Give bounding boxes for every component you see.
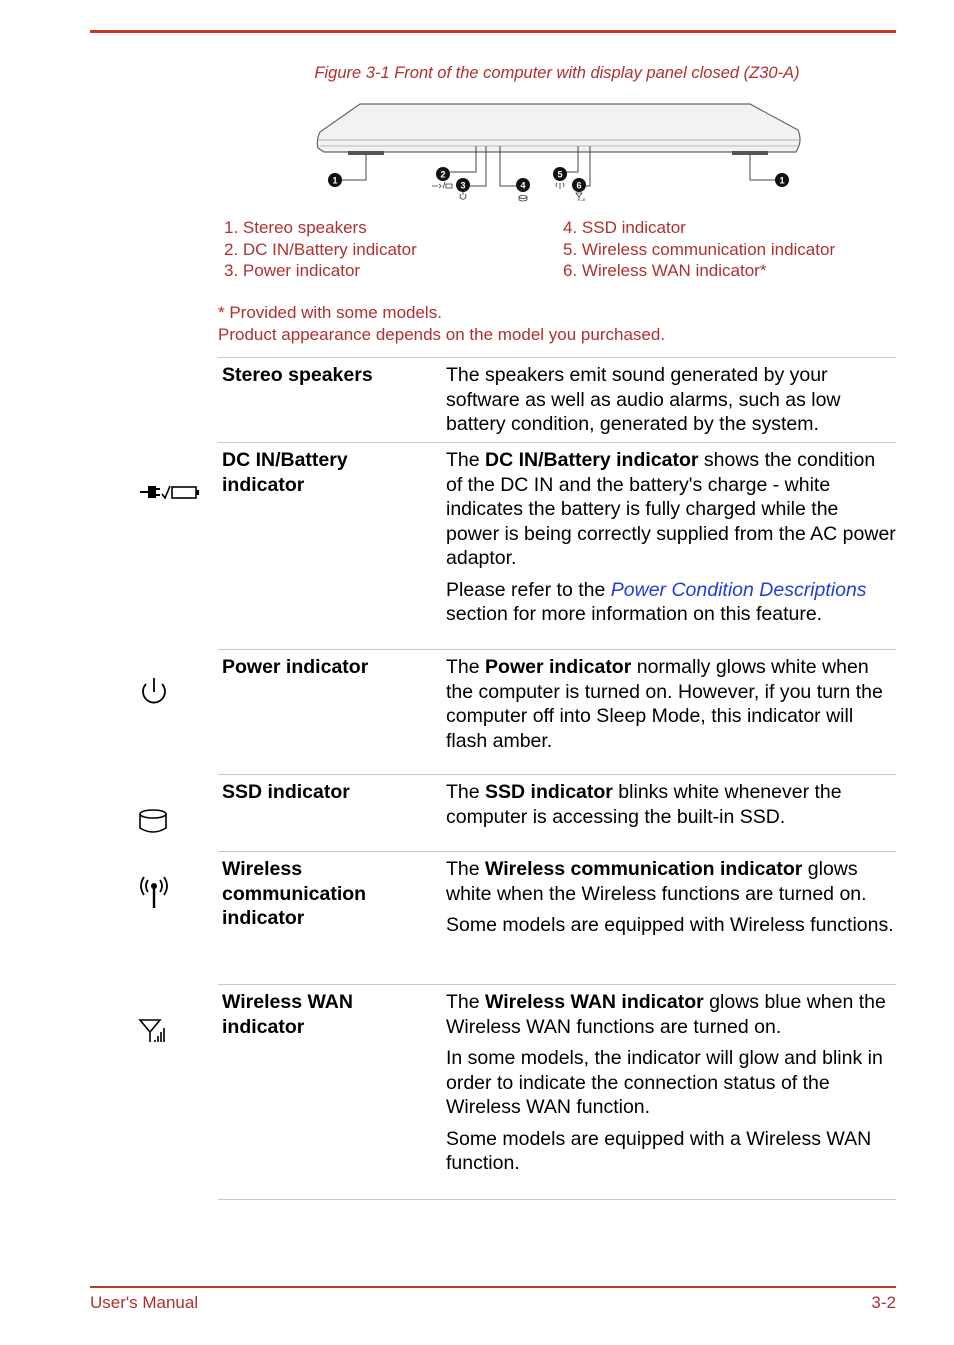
bold-term: SSD indicator [485,781,613,803]
dc-in-battery-icon [138,473,202,513]
row-paragraph [446,780,896,829]
legend-item: 2. DC IN/Battery indicator [224,239,417,259]
text-span: glows white when the Wireless functions are turned on. [446,858,867,905]
footer-title: User's Manual [90,1293,199,1312]
row-description [446,363,896,444]
legend-item: 1. Stereo speakers [224,218,367,237]
row-term: DC IN/Battery indicator [222,449,348,496]
text-span: The [446,781,486,803]
text-span: The [446,991,486,1013]
callout-label: 1 [332,175,338,186]
mini-dc-icon [432,182,452,188]
text-span: section for more information on this feature. [446,603,823,625]
bold-term: Wireless WAN indicator [485,991,704,1013]
mini-wireless-icon [556,183,564,189]
text-span: The [446,449,486,471]
power-icon [138,674,202,714]
legend-item: 6. Wireless WAN indicator* [563,261,767,280]
text-span: Please refer to the [446,578,611,601]
figure-notes [218,302,665,346]
bold-term: Power indicator [485,656,632,678]
legend-left [224,217,417,282]
mini-ssd-icon [519,196,527,199]
wireless-wan-icon [138,1013,202,1053]
callout-label: 6 [576,180,582,191]
legend-item: 4. SSD indicator [563,218,686,237]
text-span: glows blue when the Wireless WAN functions are turned on. [446,991,886,1038]
callout-label: 1 [779,175,785,186]
row-description [446,990,896,1183]
note-line: * Provided with some models. [218,303,442,322]
text-span: The [446,656,486,678]
row-description [446,780,896,836]
row-description [446,857,896,945]
text-span: blinks white whenever the computer is accessing the built-in SSD. [446,781,842,828]
row-paragraph: The speakers emit sound generated by your software as well as audio alarms, such as low battery condition, generated by the system. [446,364,841,435]
row-term: Wireless WAN indicator [222,991,353,1038]
row-term: Stereo speakers [222,364,373,386]
row-description [446,655,896,760]
bottom-rule [90,1286,896,1288]
row-paragraph [446,857,896,906]
laptop-front-illustration [310,96,810,206]
callout-label: 2 [440,169,446,180]
page-number: 3-2 [871,1293,896,1312]
ssd-icon [138,803,202,843]
callout-label: 5 [557,169,563,180]
table-row [218,775,896,852]
bold-term: DC IN/Battery indicator [485,449,699,471]
text-span: normally glows white when the computer is turned on. However, if you turn the computer off into Sleep Mode, this indicator will flash amber. [446,656,883,752]
mini-power-icon [460,192,466,199]
row-paragraph: Some models are equipped with Wireless functions. [446,914,894,936]
figure-caption: Figure 3-1 Front of the computer with display panel closed (Z30-A) [314,64,800,82]
row-paragraph [446,448,896,571]
table-row [218,358,896,443]
row-paragraph [446,990,896,1039]
row-description [446,448,896,634]
laptop-lid-shape [317,104,800,152]
legend-item: 3. Power indicator [224,261,361,280]
note-line: Product appearance depends on the model you purchased. [218,325,666,344]
row-term: Wireless communication indicator [222,858,367,929]
row-paragraph: In some models, the indicator will glow and blink in order to indicate the connection status of the Wireless WAN function. [446,1047,883,1118]
table-row [218,650,896,775]
top-rule [90,30,896,33]
row-paragraph: Some models are equipped with a Wireless WAN function. [446,1127,872,1174]
callout-label: 3 [460,180,466,191]
legend-item: 5. Wireless communication indicator [563,239,836,259]
text-span: shows the condition of the DC IN and the battery's charge - white indicates the battery is fully charged while the power is being correctly supplied from the AC power adaptor. [446,449,896,569]
mini-wan-icon [576,193,584,201]
table-row [218,852,896,985]
row-term: Power indicator [222,656,369,678]
indicator-table [218,357,896,1200]
row-paragraph [446,578,896,627]
legend-right [563,217,835,282]
table-row [218,985,896,1200]
bold-term: Wireless communication indicator [485,858,803,880]
callout-label: 4 [520,180,526,191]
row-term: SSD indicator [222,781,350,803]
table-row [218,443,896,650]
text-span: The [446,858,486,880]
power-condition-link[interactable]: Power Condition Descriptions [610,578,867,601]
row-paragraph [446,655,896,753]
wireless-icon [138,874,202,914]
